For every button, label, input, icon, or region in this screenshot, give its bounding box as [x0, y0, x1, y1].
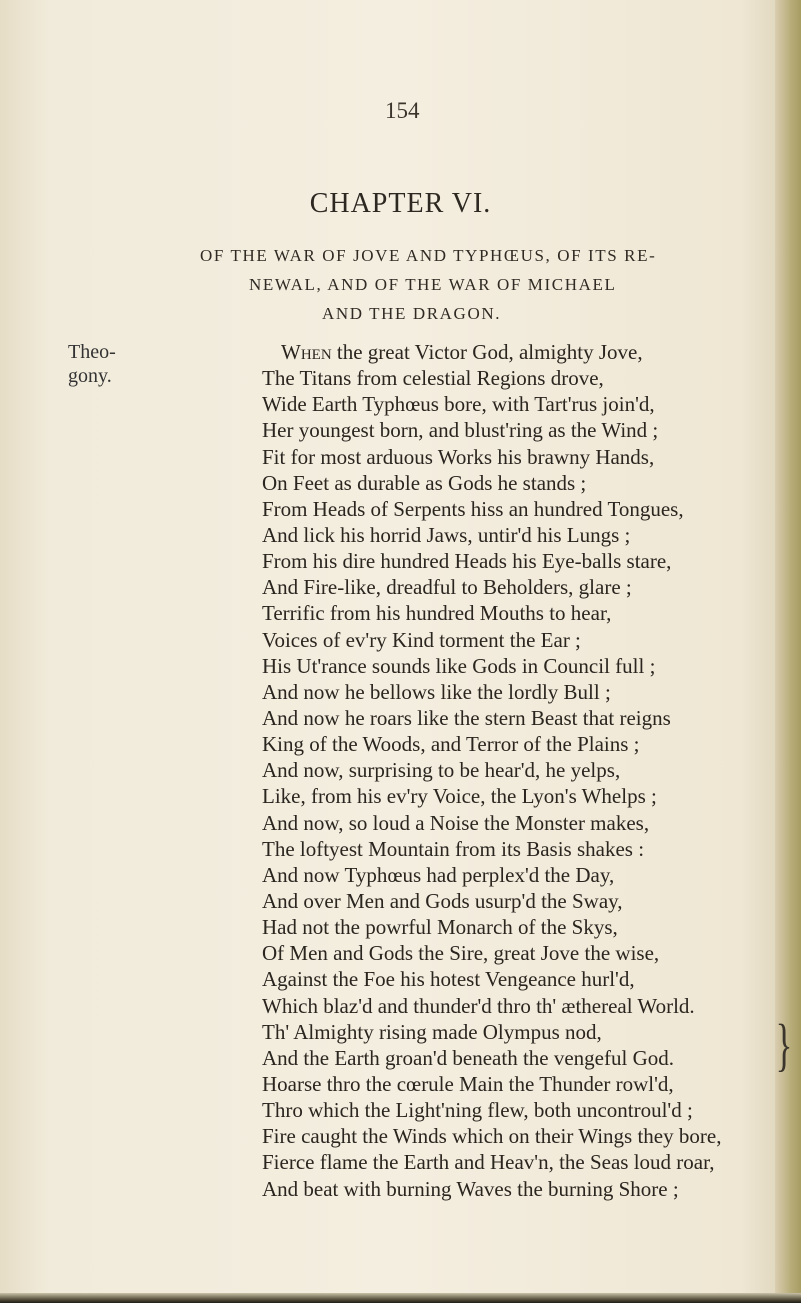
poem-line: Her youngest born, and blust'ring as the Wind ;	[262, 418, 659, 443]
poem-line: And now he bellows like the lordly Bull ;	[262, 679, 611, 704]
margin-note-line: Theo-	[68, 341, 116, 363]
poem-line: From Heads of Serpents hiss an hundred Tongues,	[262, 496, 684, 521]
poem-line: Like, from his ev'ry Voice, the Lyon's Whelps ;	[262, 784, 657, 809]
page-bottom-edge	[0, 1293, 801, 1303]
poem-first-line	[281, 339, 801, 365]
poem-line: Wide Earth Typhœus bore, with Tart'rus join'd,	[262, 392, 655, 417]
poem-line: Hoarse thro the cœrule Main the Thunder rowl'd,	[262, 1071, 674, 1096]
poem-line: And Fire-like, dreadful to Beholders, glare ;	[262, 575, 632, 600]
first-line-text: the great Victor God, almighty Jove,	[331, 340, 643, 364]
poem-line: Fierce flame the Earth and Heav'n, the Seas loud roar,	[262, 1150, 715, 1175]
poem-line: Terrific from his hundred Mouths to hear,	[262, 601, 612, 626]
poem-line: And now, surprising to be hear'd, he yelps,	[262, 758, 621, 783]
poem-line: And lick his horrid Jaws, untir'd his Lungs ;	[262, 522, 631, 547]
poem-line: Which blaz'd and thunder'd thro th' æthereal World.	[262, 993, 695, 1018]
chapter-subtitle-line-2: NEWAL, AND OF THE WAR OF MICHAEL	[249, 275, 617, 294]
poem-line: Fire caught the Winds which on their Wings they bore,	[262, 1124, 722, 1149]
chapter-subtitle-line-3: AND THE DRAGON.	[322, 304, 502, 323]
poem-line: And now Typhœus had perplex'd the Day,	[262, 862, 615, 887]
margin-note-line: gony.	[68, 365, 112, 387]
poem-line: Had not the powrful Monarch of the Skys,	[262, 915, 618, 940]
poem-line: And now he roars like the stern Beast that reigns	[262, 705, 671, 730]
poem-line: And over Men and Gods usurp'd the Sway,	[262, 888, 623, 913]
poem-line: Fit for most arduous Works his brawny Hands,	[262, 444, 655, 469]
poem-line: His Ut'rance sounds like Gods in Council full ;	[262, 653, 656, 678]
poem-line: And the Earth groan'd beneath the vengeful God.	[262, 1045, 674, 1070]
poem-line: King of the Woods, and Terror of the Plains ;	[262, 732, 640, 757]
poem-line: On Feet as durable as Gods he stands ;	[262, 470, 587, 495]
poem-line: Thro which the Light'ning flew, both uncontroul'd ;	[262, 1098, 693, 1123]
brace-bracket-icon: }	[775, 1012, 793, 1077]
page-number: 154	[385, 98, 420, 123]
poem-line: And beat with burning Waves the burning Shore ;	[262, 1176, 679, 1201]
poem-line: From his dire hundred Heads his Eye-balls stare,	[262, 549, 672, 574]
margin-note	[68, 340, 148, 388]
poem-line: Voices of ev'ry Kind torment the Ear ;	[262, 627, 581, 652]
poem-line: Th' Almighty rising made Olympus nod,	[262, 1019, 602, 1044]
poem-line: Of Men and Gods the Sire, great Jove the wise,	[262, 941, 660, 966]
chapter-title: CHAPTER VI.	[309, 188, 492, 219]
poem-line: And now, so loud a Noise the Monster makes,	[262, 810, 650, 835]
poem-line: The loftyest Mountain from its Basis shakes :	[262, 836, 645, 861]
poem-line: Against the Foe his hotest Vengeance hurl'd,	[262, 967, 635, 992]
chapter-subtitle-line-1: OF THE WAR OF JOVE AND TYPHŒUS, OF ITS RE-	[200, 246, 657, 265]
poem-body	[262, 339, 801, 1202]
first-word-small-caps: When	[281, 340, 332, 364]
poem-line: The Titans from celestial Regions drove,	[262, 366, 604, 391]
